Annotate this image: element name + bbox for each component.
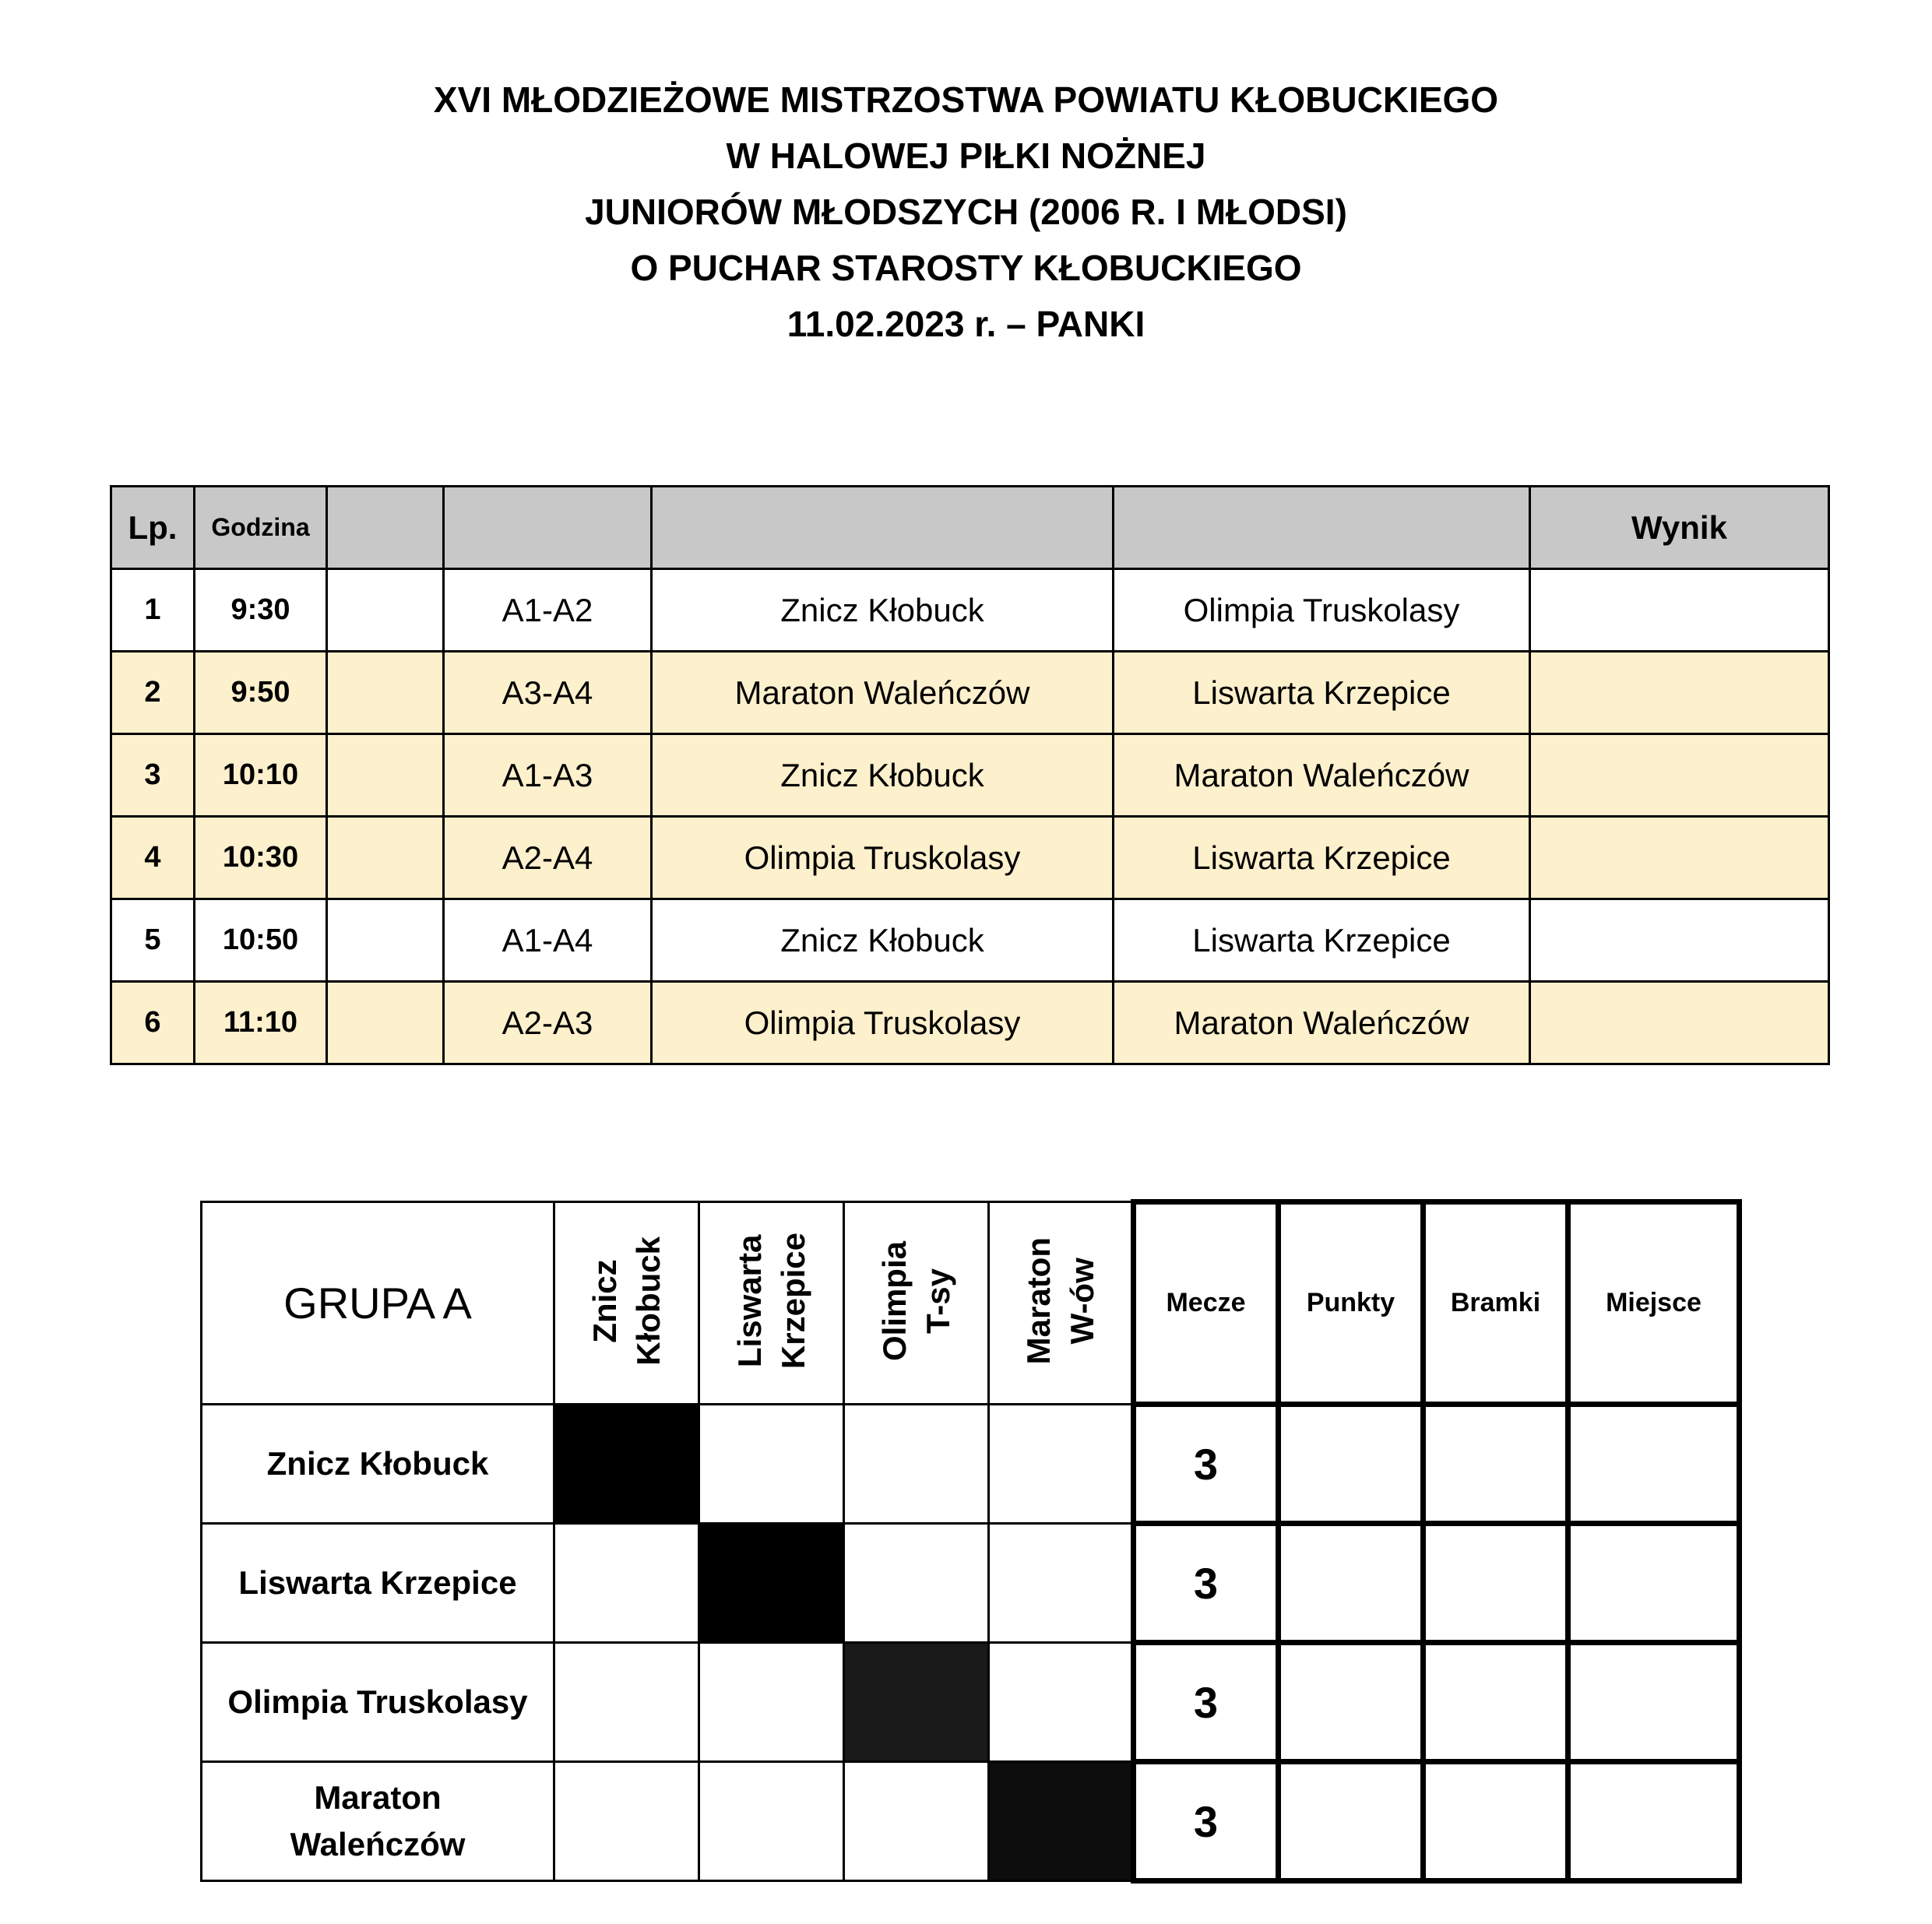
schedule-row — [111, 817, 1829, 899]
match-time: 10:10 — [195, 734, 327, 817]
miejsce-cell[interactable] — [1568, 1524, 1740, 1643]
header-bramki: Bramki — [1423, 1202, 1568, 1405]
diagonal-cell — [989, 1762, 1134, 1881]
schedule-row — [111, 569, 1829, 652]
header-lp: Lp. — [111, 487, 195, 569]
match-away: Liswarta Krzepice — [1114, 899, 1530, 982]
punkty-cell[interactable] — [1279, 1762, 1423, 1881]
group-row — [202, 1762, 1740, 1881]
result-cell[interactable] — [699, 1405, 844, 1524]
group-table — [200, 1199, 1742, 1884]
match-empty — [327, 652, 444, 734]
match-empty — [327, 899, 444, 982]
group-row — [202, 1643, 1740, 1762]
schedule-row — [111, 899, 1829, 982]
match-time: 9:50 — [195, 652, 327, 734]
result-cell[interactable] — [554, 1643, 699, 1762]
header-mecze: Mecze — [1134, 1202, 1279, 1405]
match-empty — [327, 817, 444, 899]
result-cell[interactable] — [554, 1762, 699, 1881]
match-time: 10:50 — [195, 899, 327, 982]
group-title: GRUPA A — [202, 1202, 554, 1405]
title-line-2: W HALOWEJ PIŁKI NOŻNEJ — [726, 135, 1206, 176]
match-lp: 5 — [111, 899, 195, 982]
title-line-5: 11.02.2023 r. – PANKI — [787, 304, 1145, 344]
match-lp: 1 — [111, 569, 195, 652]
match-away: Maraton Waleńczów — [1114, 734, 1530, 817]
match-away: Liswarta Krzepice — [1114, 817, 1530, 899]
match-result[interactable] — [1530, 817, 1829, 899]
match-result[interactable] — [1530, 569, 1829, 652]
schedule-table — [110, 485, 1830, 1065]
match-result[interactable] — [1530, 899, 1829, 982]
team-name: Znicz Kłobuck — [202, 1405, 554, 1524]
header-empty-3 — [652, 487, 1114, 569]
match-empty — [327, 734, 444, 817]
punkty-cell[interactable] — [1279, 1405, 1423, 1524]
match-time: 9:30 — [195, 569, 327, 652]
match-pair: A1-A2 — [444, 569, 652, 652]
schedule-row — [111, 982, 1829, 1064]
result-cell[interactable] — [989, 1643, 1134, 1762]
match-pair: A2-A3 — [444, 982, 652, 1064]
punkty-cell[interactable] — [1279, 1524, 1423, 1643]
match-pair: A1-A4 — [444, 899, 652, 982]
mecze-value: 3 — [1134, 1643, 1279, 1762]
miejsce-cell[interactable] — [1568, 1405, 1740, 1524]
miejsce-cell[interactable] — [1568, 1762, 1740, 1881]
result-cell[interactable] — [699, 1762, 844, 1881]
bramki-cell[interactable] — [1423, 1524, 1568, 1643]
match-lp: 4 — [111, 817, 195, 899]
group-column-header: Znicz Kłobuck — [554, 1202, 699, 1405]
result-cell[interactable] — [844, 1524, 989, 1643]
result-cell[interactable] — [844, 1762, 989, 1881]
header-miejsce: Miejsce — [1568, 1202, 1740, 1405]
match-pair: A3-A4 — [444, 652, 652, 734]
group-column-header: Maraton W-ów — [989, 1202, 1134, 1405]
match-time: 11:10 — [195, 982, 327, 1064]
schedule-row — [111, 734, 1829, 817]
match-home: Olimpia Truskolasy — [652, 982, 1114, 1064]
result-cell[interactable] — [554, 1524, 699, 1643]
mecze-value: 3 — [1134, 1762, 1279, 1881]
team-name: Maraton Waleńczów — [202, 1762, 554, 1881]
match-home: Znicz Kłobuck — [652, 734, 1114, 817]
schedule-header-row — [111, 487, 1829, 569]
header-empty-4 — [1114, 487, 1530, 569]
bramki-cell[interactable] — [1423, 1643, 1568, 1762]
match-lp: 2 — [111, 652, 195, 734]
result-cell[interactable] — [989, 1405, 1134, 1524]
header-punkty: Punkty — [1279, 1202, 1423, 1405]
match-result[interactable] — [1530, 734, 1829, 817]
header-empty-2 — [444, 487, 652, 569]
title-line-3: JUNIORÓW MŁODSZYCH (2006 R. I MŁODSI) — [585, 192, 1347, 232]
group-column-header: Liswarta Krzepice — [699, 1202, 844, 1405]
match-away: Maraton Waleńczów — [1114, 982, 1530, 1064]
header-wynik: Wynik — [1530, 487, 1829, 569]
header-godzina: Godzina — [195, 487, 327, 569]
match-home: Maraton Waleńczów — [652, 652, 1114, 734]
bramki-cell[interactable] — [1423, 1762, 1568, 1881]
diagonal-cell — [699, 1524, 844, 1643]
match-lp: 6 — [111, 982, 195, 1064]
team-name: Olimpia Truskolasy — [202, 1643, 554, 1762]
mecze-value: 3 — [1134, 1405, 1279, 1524]
match-home: Znicz Kłobuck — [652, 569, 1114, 652]
group-column-header: Olimpia T-sy — [844, 1202, 989, 1405]
match-lp: 3 — [111, 734, 195, 817]
schedule-row — [111, 652, 1829, 734]
match-away: Liswarta Krzepice — [1114, 652, 1530, 734]
match-result[interactable] — [1530, 652, 1829, 734]
match-home: Olimpia Truskolasy — [652, 817, 1114, 899]
match-result[interactable] — [1530, 982, 1829, 1064]
group-header-row — [202, 1202, 1740, 1405]
document-title — [0, 72, 1932, 352]
bramki-cell[interactable] — [1423, 1405, 1568, 1524]
header-empty-1 — [327, 487, 444, 569]
match-empty — [327, 982, 444, 1064]
match-pair: A2-A4 — [444, 817, 652, 899]
match-away: Olimpia Truskolasy — [1114, 569, 1530, 652]
miejsce-cell[interactable] — [1568, 1643, 1740, 1762]
title-line-4: O PUCHAR STAROSTY KŁOBUCKIEGO — [630, 248, 1302, 288]
match-home: Znicz Kłobuck — [652, 899, 1114, 982]
group-row — [202, 1405, 1740, 1524]
mecze-value: 3 — [1134, 1524, 1279, 1643]
punkty-cell[interactable] — [1279, 1643, 1423, 1762]
title-line-1: XVI MŁODZIEŻOWE MISTRZOSTWA POWIATU KŁOBUCKIEGO — [433, 79, 1499, 120]
match-time: 10:30 — [195, 817, 327, 899]
result-cell[interactable] — [699, 1643, 844, 1762]
match-pair: A1-A3 — [444, 734, 652, 817]
match-empty — [327, 569, 444, 652]
team-name: Liswarta Krzepice — [202, 1524, 554, 1643]
result-cell[interactable] — [844, 1405, 989, 1524]
result-cell[interactable] — [989, 1524, 1134, 1643]
diagonal-cell — [554, 1405, 699, 1524]
diagonal-cell — [844, 1643, 989, 1762]
group-row — [202, 1524, 1740, 1643]
